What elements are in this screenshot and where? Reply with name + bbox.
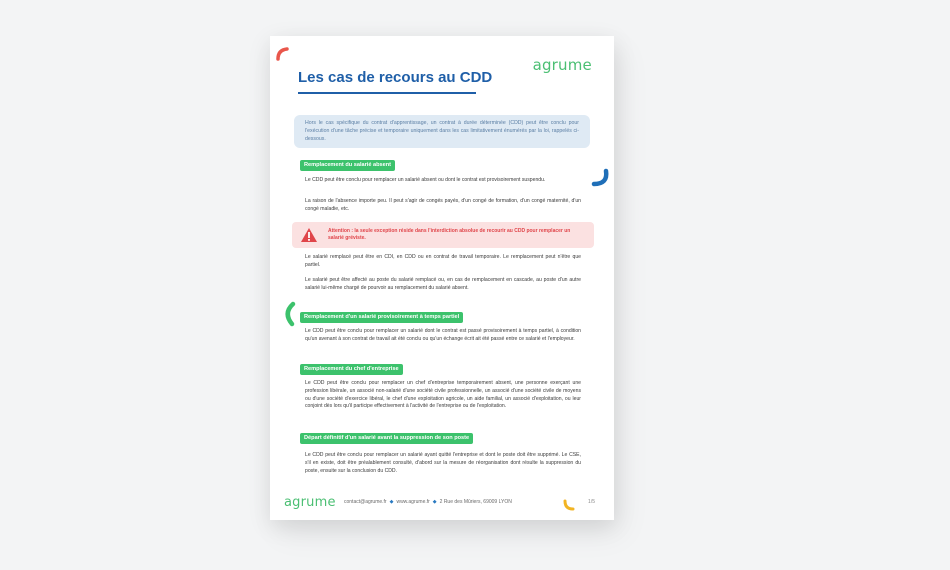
page-title: Les cas de recours au CDD <box>298 69 493 86</box>
footer-address: 2 Rue des Mûriers, 69009 LYON <box>439 499 512 505</box>
section-heading-absent: Remplacement du salarié absent <box>300 160 395 171</box>
red-arc-decoration <box>275 46 291 62</box>
section-paragraph: Le salarié remplacé peut être en CDI, en CDD ou en contrat de travail temporaire. Le remplacement peut n'être que partiel. <box>305 254 581 268</box>
section-paragraph: Le CDD peut être conclu pour remplacer un salarié ayant quitté l'entreprise et dont le poste doit être supprimé. Le CSE, s'il en existe, doit être préalablement consulté, d'abord sur la mesure de réorganisation dont résulte la suppression du poste, ensuite sur la conclusion du CDD. <box>305 452 581 474</box>
diamond-icon: ◆ <box>389 499 394 505</box>
section-paragraph: Le CDD peut être conclu pour remplacer un salarié absent ou dont le contrat est provisoirement suspendu. <box>305 177 546 183</box>
section-paragraph: Le CDD peut être conclu pour remplacer un chef d'entreprise temporairement absent, une personne exerçant une profession libérale, un associé non-salarié d'une société civile professionnelle, un associé d'une société civile de moyens ou d'une société d'exercice libéral, le chef d'une exploitation agricole, un aide familial, un associé d'exploitation, ou leur conjoint dès lors qu'il participe effectivement à l'activité de l'entreprise ou de l'exploitation. <box>305 380 581 410</box>
title-underline <box>298 92 476 94</box>
diamond-icon: ◆ <box>432 499 437 505</box>
section-heading-part-time: Remplacement d'un salarié provisoirement à temps partiel <box>300 312 463 323</box>
page-number: 1/5 <box>588 499 595 505</box>
alert-text: Attention : la seule exception réside dans l'interdiction absolue de recourir au CDD pour remplacer un salarié gréviste. <box>328 228 571 241</box>
blue-arc-decoration <box>588 168 610 190</box>
section-heading-chef: Remplacement du chef d'entreprise <box>300 364 403 375</box>
footer-contact <box>344 499 512 505</box>
footer-email: contact@agrume.fr <box>344 499 387 505</box>
intro-box: Hors le cas spécifique du contrat d'apprentissage, un contrat à durée déterminée (CDD) peut être conclu pour l'exécution d'une tâche précise et temporaire uniquement dans les cas limitativement énumérés par la loi, rappelés ci-dessous. <box>294 115 590 148</box>
footer-logo: agrume <box>284 495 336 510</box>
section-paragraph: La raison de l'absence importe peu. Il peut s'agir de congés payés, d'un congé de formation, d'un congé maternité, d'un congé maladie, etc. <box>305 198 581 212</box>
section-heading-depart: Départ définitif d'un salarié avant la suppression de son poste <box>300 433 473 444</box>
agrume-logo: agrume <box>532 56 592 74</box>
section-paragraph: Le salarié peut être affecté au poste du salarié remplacé ou, en cas de remplacement en cascade, au poste d'un autre salarié lui-même chargé de pourvoir au remplacement du salarié absent. <box>305 277 581 291</box>
document-page <box>270 36 614 520</box>
yellow-arc-decoration <box>562 498 576 512</box>
warning-icon <box>300 227 318 243</box>
section-paragraph: Le CDD peut être conclu pour remplacer un salarié dont le contrat est passé provisoirement à temps partiel, à condition qu'un avenant à son contrat de travail ait été conclu ou qu'un échange écrit ait été passé entre ce salarié et l'employeur. <box>305 328 581 342</box>
warning-alert <box>292 222 594 248</box>
footer-website: www.agrume.fr <box>396 499 430 505</box>
green-arc-decoration <box>280 301 298 327</box>
